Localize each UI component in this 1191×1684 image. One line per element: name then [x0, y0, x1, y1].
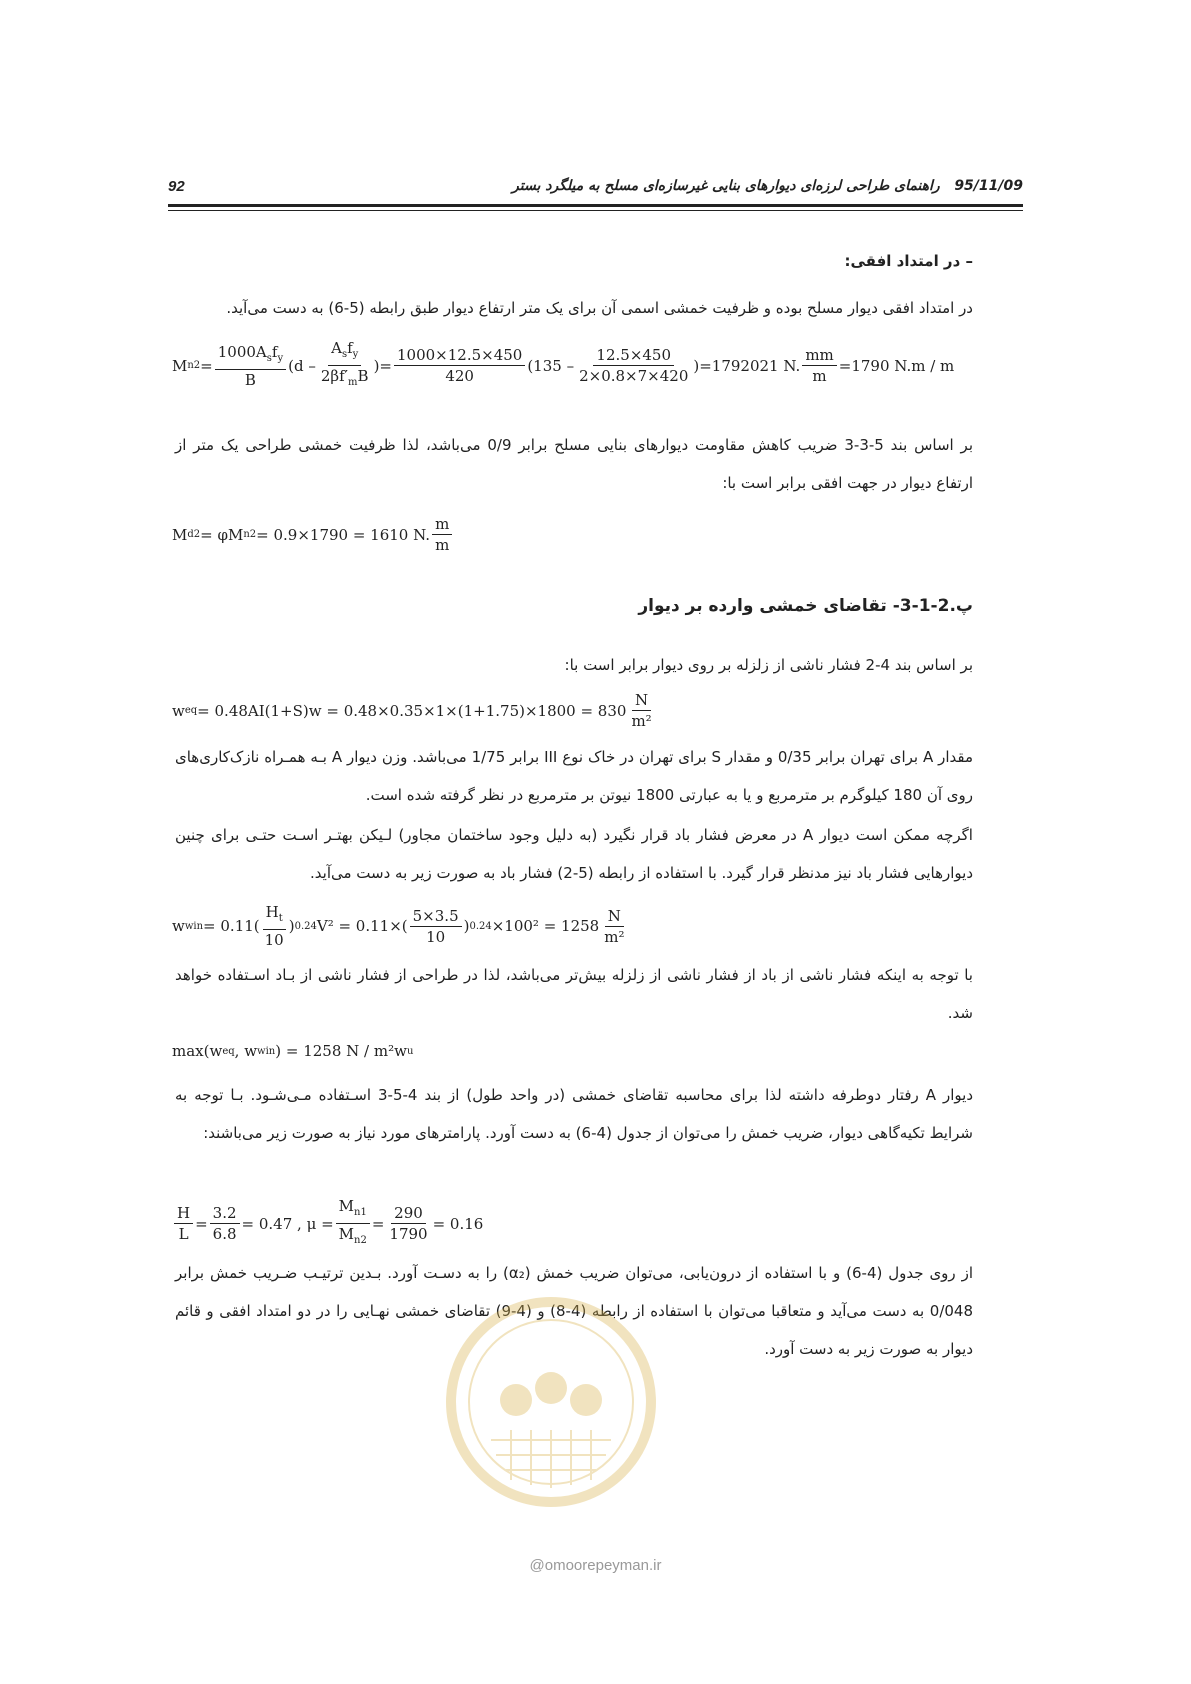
watermark-url: @omoorepeyman.ir — [529, 1557, 662, 1574]
eq1-unit: $\frac{mm}{m}$ — [802, 345, 836, 386]
equation-md2: M d2 = φM n2 = 0.9×1790 = 1610 N. $\frac{m}{m}$ — [172, 514, 454, 555]
eq1-frac4: $\frac{12.5\times 450}{2\times 0.8\times 7\times 420}$ — [579, 346, 689, 385]
header-rule-thin — [168, 210, 1023, 211]
page-header — [168, 176, 1023, 198]
eq1-frac1: $\frac{1000A_sf_y}{B}$ — [215, 342, 286, 390]
header-title — [512, 178, 1023, 194]
eq1-lhs: M — [172, 356, 188, 375]
paragraph-2: بر اساس بند 5-3-3 ضریب کاهش مقاومت دیوارهای بنایی مسلح برابر 0/9 می‌باشد، لذا ظرفیت خمشی طراحی یک متر از ارتفاع دیوار در جهت افقی برابر است با: — [175, 436, 973, 492]
paragraph-3: بر اساس بند 4-2 فشار ناشی از زلزله بر روی دیوار برابر است با: — [564, 656, 973, 674]
equation-weq: w eq = 0.48AI(1+S)w = 0.48×0.35×1×(1+1.75)×1800 = 830 $\frac{N}{\text{m²}}$ — [172, 691, 652, 730]
eq1-term: (135 – — [527, 356, 575, 375]
page-number: 92 — [168, 178, 185, 195]
equation-max: max(w eq , w win ) = 1258 N / m²w u — [172, 1042, 414, 1060]
eq1-lhs-sub: n2 — [187, 360, 201, 371]
eq1-frac3: $\frac{1000\times 12.5\times 450}{420}$ — [394, 345, 525, 386]
equation-wwin: w win = 0.11( $\frac{H_t}{10}$ ) 0.24 V² = 0.11×( $\frac{5\times 3.5}{10}$ ) 0.24 ×100² = 1258 $\frac{N}{\text{m²}}$ — [172, 903, 625, 949]
paragraph-6: با توجه به اینکه فشار ناشی از باد از فشار ناشی از زلزله بیش‌تر می‌باشد، لذا در طراحی از فشار ناشی از بـاد اسـتفاده خواهد شد. — [175, 966, 973, 1022]
watermark-seal — [441, 1290, 661, 1515]
eq1-frac2: $\frac{A_sf_y}{2\beta f'_mB}$ — [320, 339, 369, 388]
eq1-result: )=1792021 N. — [693, 356, 801, 375]
equation-ratios: $\frac{H}{L}$ = $\frac{3.2}{6.8}$ = 0.47 , μ = $\frac{M_{n1}}{M_{n2}}$ = $\frac{290}{1790}$ = 0.16 — [172, 1196, 483, 1251]
header-rule-thick — [168, 204, 1023, 207]
paragraph-5: اگرچه ممکن است دیوار A در معرض فشار باد قرار نگیرد (به دلیل وجود ساختمان مجاور) لـیکن بهتـر اسـت حتـی برای چنین دیوارهایی فشار باد نیز مدنظر قرار گیرد. با استفاده از رابطه (5-2) فشار باد به صورت زیر به دست می‌آید. — [175, 826, 973, 882]
paragraph-8: از روی جدول (4-6) و با استفاده از درون‌یابی، می‌توان ضریب خمش (α₂) را به دسـت آورد. بـدین ترتیـب ضـریب خمش برابر 0/048 به دست می‌آید و متعاقبا می‌توان با استفاده از رابطه (4-8) و (4-9) تقاضای خمشی نهـایی را در دو امتداد افقی و قائم دیوار به صورت زیر به دست آورد. — [175, 1264, 974, 1358]
paragraph-4: مقدار A برای تهران برابر 0/35 و مقدار S برای تهران در خاک نوع III برابر 1/75 می‌باشد. وزن دیوار A بـه همـراه نازک‌کاری‌های روی آن 180 کیلوگرم بر مترمربع و یا به عبارتی 1800 نیوتن بر مترمربع در نظر گرفته شده است. — [175, 748, 973, 804]
section-heading-horizontal: – در امتداد افقی: — [844, 252, 973, 270]
header-date: 95/11/09 — [954, 178, 1023, 194]
paragraph-1: در امتداد افقی دیوار مسلح بوده و ظرفیت خمشی اسمی آن برای یک متر ارتفاع دیوار طبق رابطه (5-6) به دست می‌آید. — [226, 299, 973, 317]
equation-mn2: M n2 = $\frac{1000A_sf_y}{B}$ (d – $\frac{A_sf_y}{2\beta f'_mB}$ )= $\frac{1000\times 12.5\times 450}{420}$ (135 – $\frac{12.5\times 450}{2\times 0.8\times 7\times 420}$ )=1792021 N. $\frac{mm}{m}$ =1790 N.m / m — [172, 338, 954, 393]
header-title-text: راهنمای طراحی لرزه‌ای دیوارهای بنایی غیرسازه‌ای مسلح به میلگرد بستر — [512, 178, 940, 194]
section-heading-demand: پ.2-1-3- تقاضای خمشی وارده بر دیوار — [638, 596, 973, 616]
paragraph-7: دیوار A رفتار دوطرفه داشته لذا برای محاسبه تقاضای خمشی (در واحد طول) از بند 4-5-3 اسـتفاده مـی‌شـود. بـا توجه به شرایط تکیه‌گاهی دیوار، ضریب خمش را می‌توان از جدول (4-6) به دست آورد. پارامترهای مورد نیاز به صورت زیر می‌باشند: — [175, 1086, 974, 1142]
eq1-final: =1790 N.m / m — [838, 356, 955, 375]
